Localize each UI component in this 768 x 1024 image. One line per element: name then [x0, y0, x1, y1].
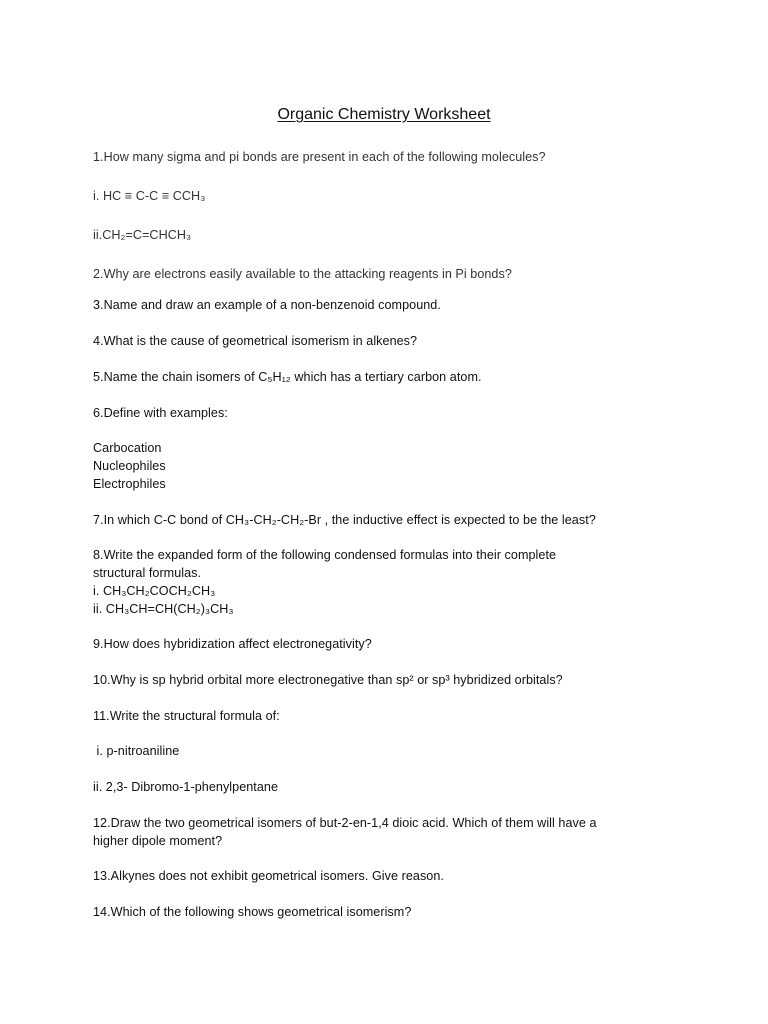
question-2: 2.Why are electrons easily available to the attacking reagents in Pi bonds? [93, 267, 512, 281]
question-12: 12.Draw the two geometrical isomers of but-2-en-1,4 dioic acid. Which of them will have a [93, 816, 597, 830]
question-9: 9.How does hybridization affect electronegativity? [93, 637, 372, 651]
question-7: 7.In which C-C bond of CH₃-CH₂-CH₂-Br , the inductive effect is expected to be the least? [93, 513, 596, 527]
question-4: 4.What is the cause of geometrical isomerism in alkenes? [93, 334, 418, 348]
question-6: 6.Define with examples: [93, 406, 228, 420]
question-11-part-ii: ii. 2,3- Dibromo-1-phenylpentane [93, 780, 279, 794]
question-3: 3.Name and draw an example of a non-benzenoid compound. [93, 298, 441, 312]
question-8-continued: structural formulas. [93, 566, 202, 580]
question-6-item: Electrophiles [93, 477, 166, 491]
question-6-item: Nucleophiles [93, 459, 166, 473]
page-title: Organic Chemistry Worksheet [277, 106, 491, 123]
question-12-continued: higher dipole moment? [93, 834, 223, 848]
question-10: 10.Why is sp hybrid orbital more electronegative than sp² or sp³ hybridized orbitals? [93, 673, 563, 687]
question-8-part-ii: ii. CH₃CH=CH(CH₂)₃CH₃ [93, 602, 234, 616]
question-1-part-ii: ii.CH₂=C=CHCH₃ [93, 228, 192, 242]
question-1-part-i: i. HC ≡ C-C ≡ CCH₃ [93, 189, 206, 203]
question-6-item: Carbocation [93, 441, 162, 455]
question-11: 11.Write the structural formula of: [93, 709, 280, 723]
question-11-part-i: i. p-nitroaniline [93, 744, 180, 758]
question-8-part-i: i. CH₃CH₂COCH₂CH₃ [93, 584, 216, 598]
question-1: 1.How many sigma and pi bonds are present in each of the following molecules? [93, 150, 546, 164]
question-13: 13.Alkynes does not exhibit geometrical isomers. Give reason. [93, 869, 444, 883]
question-8: 8.Write the expanded form of the following condensed formulas into their complete [93, 548, 557, 562]
question-14: 14.Which of the following shows geometrical isomerism? [93, 905, 412, 919]
question-5: 5.Name the chain isomers of C₅H₁₂ which has a tertiary carbon atom. [93, 370, 482, 384]
